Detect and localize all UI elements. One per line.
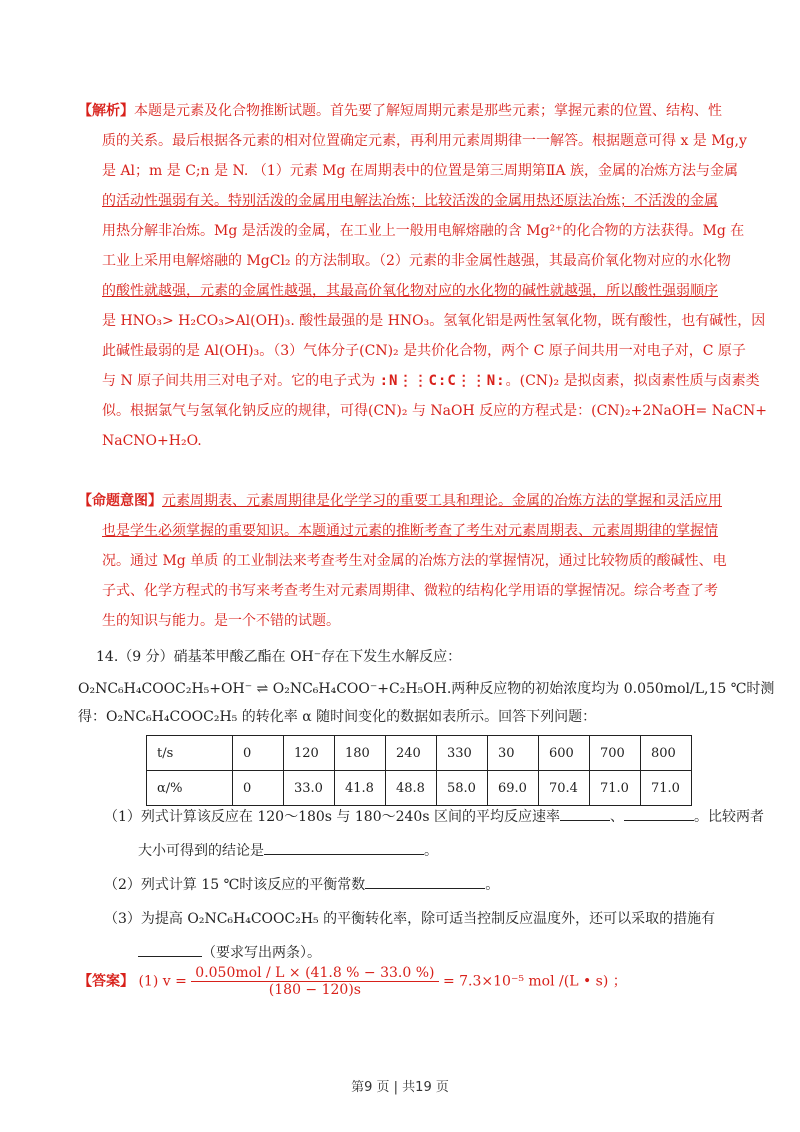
table-cell: 0 <box>233 771 284 806</box>
table-cell: 30 <box>488 736 539 771</box>
table-cell: 71.0 <box>641 771 692 806</box>
question-part-2: （2）列式计算 15 ℃时该反应的平衡常数 。 <box>104 868 744 902</box>
answer-blank-2[interactable] <box>624 806 694 821</box>
table-cell: 41.8 <box>335 771 386 806</box>
question-header: 14.（9 分）硝基苯甲酸乙酯在 OH⁻存在下发生水解反应： <box>96 649 462 665</box>
answer-prefix: (1) v = <box>138 973 187 990</box>
question-section <box>96 642 751 672</box>
question-parts <box>104 800 764 970</box>
analysis-line-7: 的酸性就越强，元素的金属性越强，其最高价氧化物对应的水化物的碱性就越强，所以酸性强弱顺序 <box>102 283 718 299</box>
table-cell: 120 <box>284 736 335 771</box>
table-cell: 48.8 <box>386 771 437 806</box>
question-part-1: （1）列式计算该反应在 120～180s 与 180～240s 区间的平均反应速率 、 。比较两者 <box>104 800 744 834</box>
table-cell: α/% <box>147 771 233 806</box>
intent-line-4: 子式、化学方程式的书写来考查考生对元素周期律、微粒的结构化学用语的掌握情况。综合考查了考 <box>102 583 718 599</box>
intent-line-3: 况。通过 Mg 单质 的工业制法来考查考生对金属的冶炼方法的掌握情况，通过比较物质的酸碱性、电 <box>102 553 727 569</box>
answer-tag: 【答案】 <box>78 973 134 990</box>
electron-formula: :N⋮⋮C:C⋮⋮N: <box>379 373 506 389</box>
analysis-line-6: 工业上采用电解熔融的 MgCl₂ 的方法制取。（2）元素的非金属性越强，其最高价氧化物对应的水化物 <box>102 253 731 269</box>
question-equation: O₂NC₆H₄COOC₂H₅+OH⁻ ⇌ O₂NC₆H₄COO⁻+C₂H₅OH.两种反应物的初始浓度均为 0.050mol/L,15 ℃时测 <box>78 681 775 697</box>
analysis-section <box>78 96 768 456</box>
table-cell: 180 <box>335 736 386 771</box>
table-cell: 69.0 <box>488 771 539 806</box>
table-cell: 71.0 <box>590 771 641 806</box>
analysis-line-11: 似。根据氯气与氢氧化钠反应的规律，可得(CN)₂ 与 NaOH 反应的方程式是：(CN)₂+2NaOH= NaCN+ <box>102 403 768 419</box>
table-cell: 330 <box>437 736 488 771</box>
answer-blank-5[interactable] <box>138 942 202 957</box>
answer-blank-1[interactable] <box>560 806 610 821</box>
conversion-table <box>146 735 692 806</box>
answer-numerator: 0.050mol / L × (41.8 % − 33.0 %) <box>191 965 438 982</box>
intent-line-2: 也是学生必须掌握的重要知识。本题通过元素的推断考查了考生对元素周期表、元素周期律的掌握情 <box>102 523 718 539</box>
table-cell: 33.0 <box>284 771 335 806</box>
page-footer: 第9 页 | 共19 页 <box>351 1080 449 1095</box>
table-cell: 600 <box>539 736 590 771</box>
answer-denominator: (180 − 120)s <box>268 982 361 998</box>
analysis-line-3: 是 Al；m 是 C;n 是 N. （1）元素 Mg 在周期表中的位置是第三周期第ⅡA 族，金属的冶炼方法与金属 <box>102 163 738 179</box>
intent-line-1: 【命题意图】元素周期表、元素周期律是化学学习的重要工具和理论。金属的冶炼方法的掌握和灵活应用 <box>78 493 722 509</box>
question-part-1b: 大小可得到的结论是 。 <box>104 834 744 868</box>
analysis-line-10: 与 N 原子间共用三对电子对。它的电子式为 :N⋮⋮C:C⋮⋮N:。(CN)₂ 是拟卤素，拟卤素性质与卤素类 <box>78 366 733 396</box>
question-part-3b: （要求写出两条）。 <box>104 936 744 970</box>
analysis-line-12: NaCNO+H₂O. <box>102 433 202 449</box>
question-part-3: （3）为提高 O₂NC₆H₄COOC₂H₅ 的平衡转化率，除可适当控制反应温度外，还可以采取的措施有 <box>104 911 716 927</box>
analysis-line-9: 此碱性最弱的是 Al(OH)₃。（3）气体分子(CN)₂ 是共价化合物，两个 C 原子间共用一对电子对，C 原子 <box>102 343 746 359</box>
analysis-line-4: 的活动性强弱有关。特别活泼的金属用电解法冶炼；比较活泼的金属用热还原法冶炼；不活泼的金属 <box>102 193 718 209</box>
table-cell: 800 <box>641 736 692 771</box>
intent-line-5: 生的知识与能力。是一个不错的试题。 <box>102 613 340 629</box>
answer-result: = 7.3×10⁻⁵ mol /(L • s) ； <box>442 973 627 990</box>
analysis-line-5: 用热分解非冶炼。Mg 是活泼的金属，在工业上一般用电解熔融的含 Mg²⁺的化合物的方法获得。Mg 在 <box>102 223 745 239</box>
answer-blank-3[interactable] <box>264 840 424 855</box>
analysis-line-8: 是 HNO₃> H₂CO₃>Al(OH)₃. 酸性最强的是 HNO₃。氢氧化铝是两性氢氧化物，既有酸性，也有碱性，因 <box>102 313 766 329</box>
question-equation-block <box>78 674 775 732</box>
table-cell: 0 <box>233 736 284 771</box>
table-cell: 58.0 <box>437 771 488 806</box>
table-cell: 70.4 <box>539 771 590 806</box>
analysis-line-2: 质的关系。最后根据各元素的相对位置确定元素，再利用元素周期律一一解答。根据题意可得 x 是 Mg,y <box>102 133 747 149</box>
answer-fraction <box>191 965 438 998</box>
analysis-tag: 【解析】 <box>78 103 134 119</box>
table-cell: 700 <box>590 736 641 771</box>
intent-section <box>78 486 733 636</box>
table-cell: 240 <box>386 736 437 771</box>
answer-blank-4[interactable] <box>365 874 485 889</box>
intent-tag: 【命题意图】 <box>78 493 162 509</box>
question-line-3: 得：O₂NC₆H₄COOC₂H₅ 的转化率 α 随时间变化的数据如表所示。回答下列问题： <box>78 709 597 725</box>
answer-section <box>78 965 627 998</box>
table-cell: t/s <box>147 736 233 771</box>
table-row <box>147 736 692 771</box>
analysis-line-1: 【解析】本题是元素及化合物推断试题。首先要了解短周期元素是那些元素；掌握元素的位置、结构、性 <box>78 103 722 119</box>
